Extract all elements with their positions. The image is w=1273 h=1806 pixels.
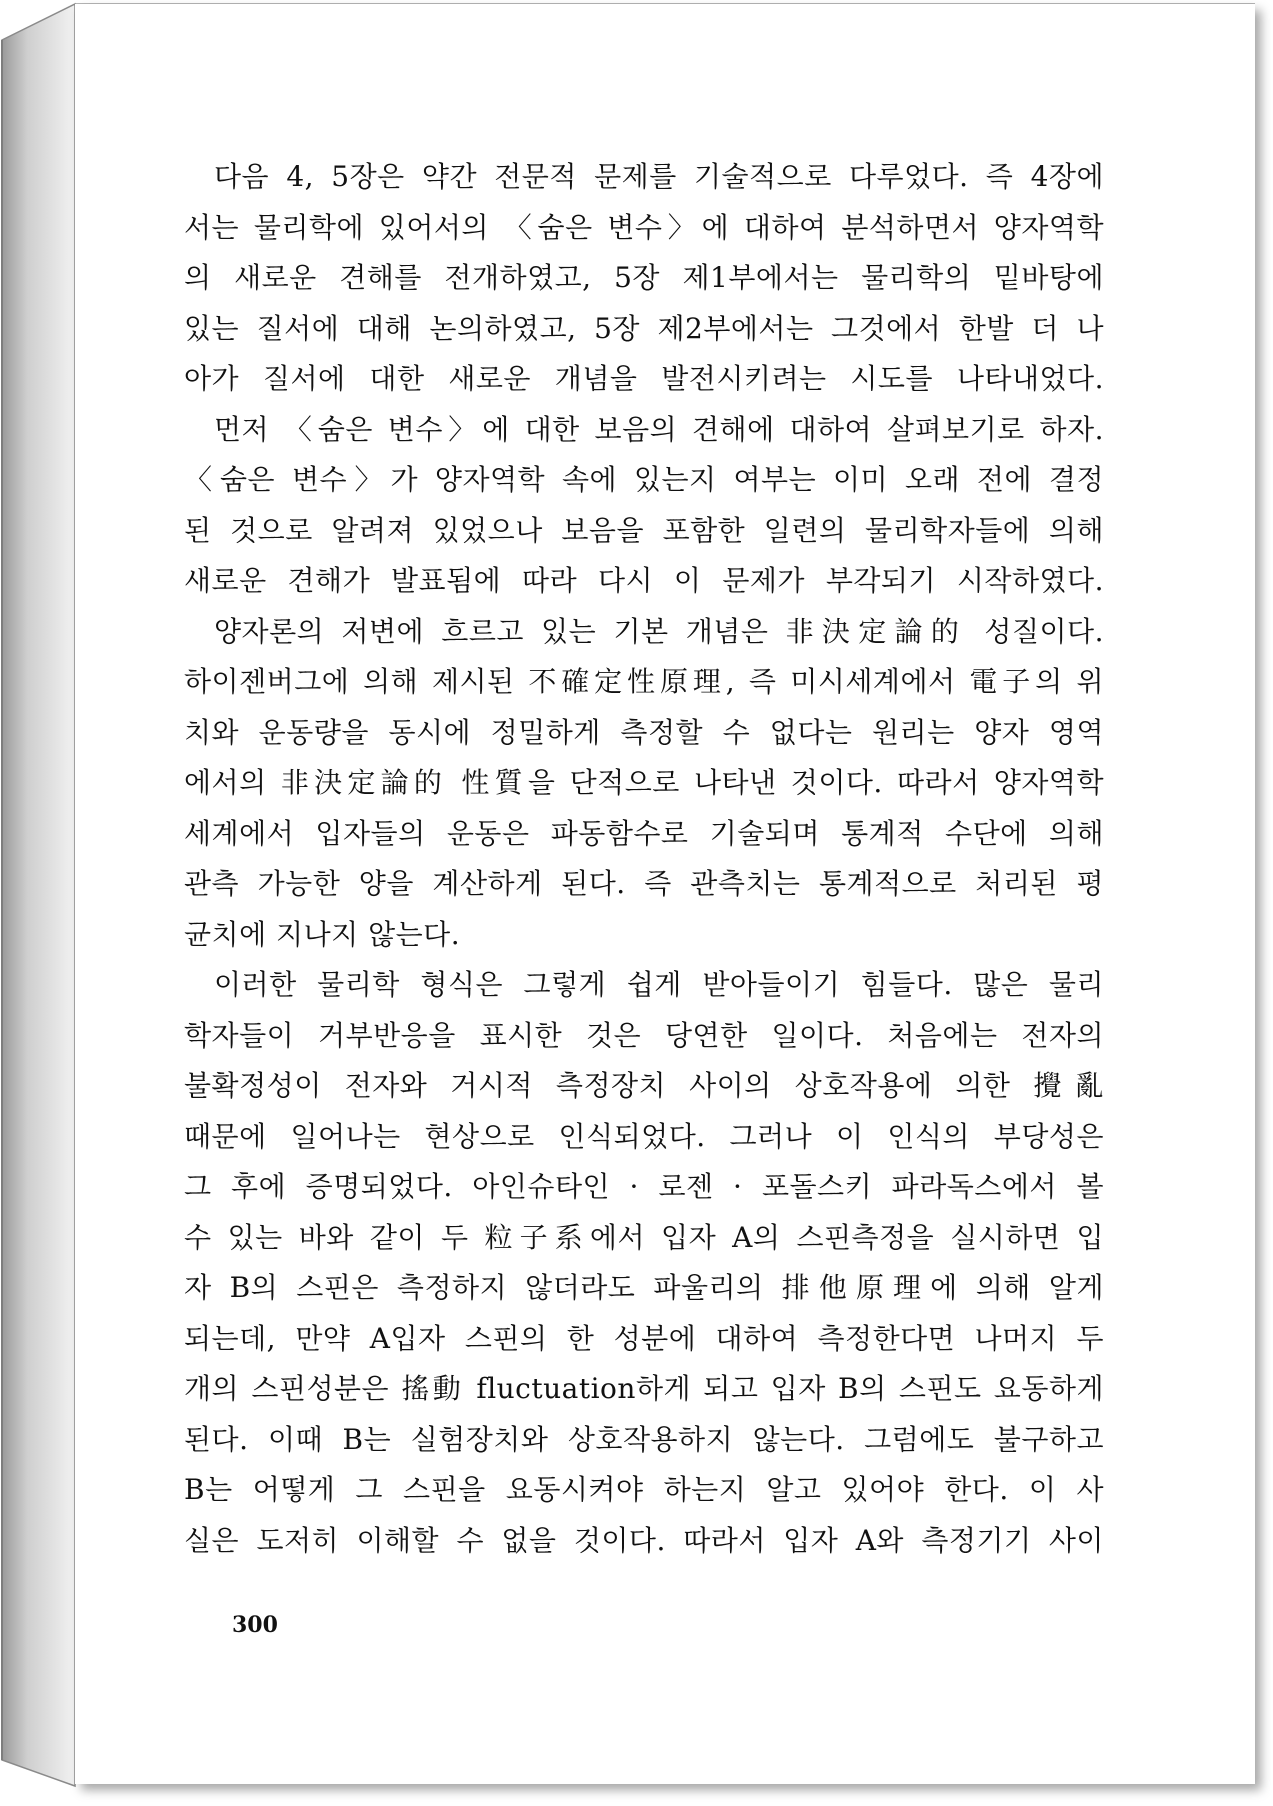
paragraph-2 [154, 405, 1104, 607]
text-line: 그 후에 증명되었다. 아인슈타인 · 로젠 · 포돌스키 파라독스에서 볼 [184, 1170, 1104, 1203]
text-line: 수 있는 바와 같이 두 粒子系에서 입자 A의 스핀측정을 실시하면 입 [184, 1220, 1104, 1254]
text-line: 치와 운동량을 동시에 정밀하게 측정할 수 없다는 원리는 양자 영역 [184, 715, 1104, 749]
text-line: 불확정성이 전자와 거시적 측정장치 사이의 상호작용에 의한 攪亂 [184, 1069, 1104, 1102]
text-line: 서는 물리학에 있어서의 〈숨은 변수〉에 대하여 분석하면서 양자역학 [184, 210, 1104, 244]
paragraph-1 [154, 152, 1104, 405]
text-line: 세계에서 입자들의 운동은 파동함수로 기술되며 통계적 수단에 의해 [184, 816, 1104, 850]
paragraph-4 [154, 960, 1104, 1566]
text-line: 되는데, 만약 A입자 스핀의 한 성분에 대하여 측정한다면 나머지 두 [184, 1321, 1104, 1355]
paragraph-3 [154, 607, 1104, 961]
text-line: 된다. 이때 B는 실험장치와 상호작용하지 않는다. 그럼에도 불구하고 [184, 1422, 1104, 1456]
text-line: 관측 가능한 양을 계산하게 된다. 즉 관측치는 통계적으로 처리된 평 [184, 867, 1104, 900]
text-line: 때문에 일어나는 현상으로 인식되었다. 그러나 이 인식의 부당성은 [184, 1119, 1104, 1153]
text-line: 개의 스핀성분은 搖動 fluctuation하게 되고 입자 B의 스핀도 요동하게 [184, 1372, 1104, 1405]
page-number: 300 [232, 1612, 278, 1638]
page-body-text [154, 152, 1104, 1566]
text-line: 의 새로운 견해를 전개하였고, 5장 제1부에서는 물리학의 밑바탕에 [184, 261, 1104, 294]
text-line: 에서의 非決定論的 性質을 단적으로 나타낸 것이다. 따라서 양자역학 [184, 766, 1104, 799]
text-line: 다음 4, 5장은 약간 전문적 문제를 기술적으로 다루었다. 즉 4장에 [214, 160, 1104, 193]
text-line: 새로운 견해가 발표됨에 따라 다시 이 문제가 부각되기 시작하였다. [184, 564, 1104, 597]
text-line: 이러한 물리학 형식은 그렇게 쉽게 받아들이기 힘들다. 많은 물리 [214, 968, 1104, 1001]
text-line: 하이젠버그에 의해 제시된 不確定性原理, 즉 미시세계에서 電子의 위 [184, 665, 1104, 698]
text-line: 있는 질서에 대해 논의하였고, 5장 제2부에서는 그것에서 한발 더 나 [184, 311, 1104, 345]
text-line: 균치에 지나지 않는다. [184, 917, 461, 951]
text-line: 아가 질서에 대한 새로운 개념을 발전시키려는 시도를 나타내었다. [184, 362, 1104, 395]
text-line: 자 B의 스핀은 측정하지 않더라도 파울리의 排他原理에 의해 알게 [184, 1271, 1104, 1304]
text-line: 된 것으로 알려져 있었으나 보음을 포함한 일련의 물리학자들에 의해 [184, 513, 1104, 547]
text-line: 실은 도저히 이해할 수 없을 것이다. 따라서 입자 A와 측정기기 사이 [184, 1523, 1104, 1557]
text-line: 양자론의 저변에 흐르고 있는 기본 개념은 非決定論的 성질이다. [214, 614, 1104, 648]
text-line: B는 어떻게 그 스핀을 요동시켜야 하는지 알고 있어야 한다. 이 사 [184, 1473, 1104, 1506]
text-line: 〈숨은 변수〉가 양자역학 속에 있는지 여부는 이미 오래 전에 결정 [184, 463, 1104, 496]
text-line: 먼저 〈숨은 변수〉에 대한 보음의 견해에 대하여 살펴보기로 하자. [214, 412, 1104, 446]
text-line: 학자들이 거부반응을 표시한 것은 당연한 일이다. 처음에는 전자의 [184, 1018, 1104, 1052]
